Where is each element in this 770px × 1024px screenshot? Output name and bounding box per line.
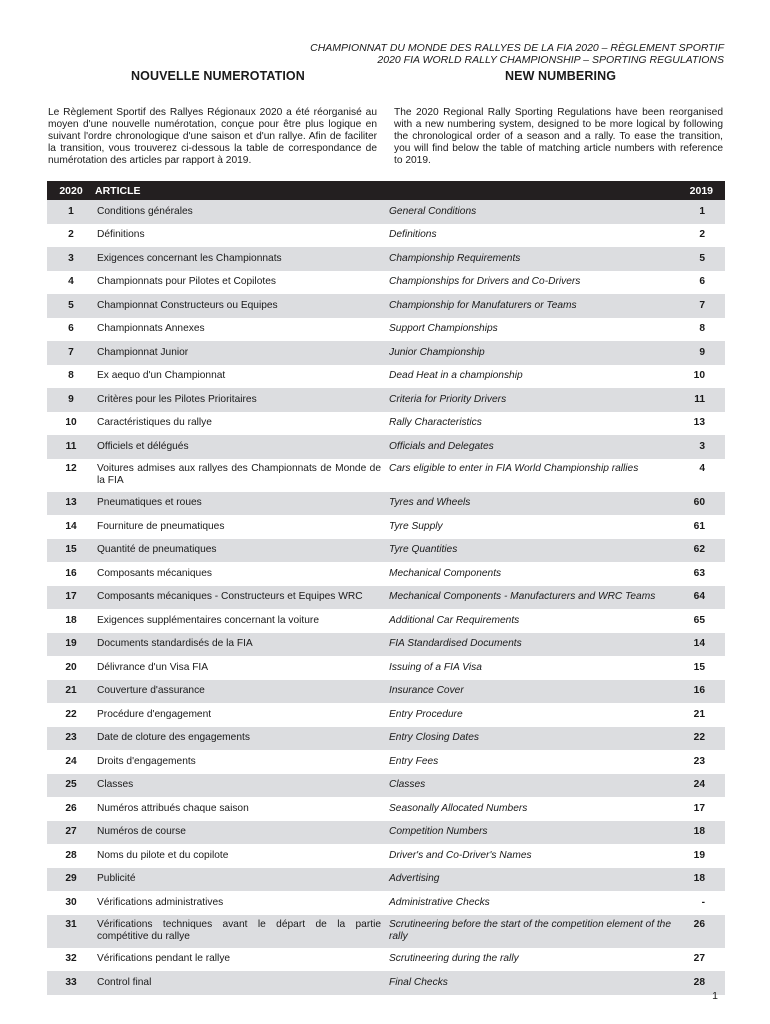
cell-article-en: Rally Characteristics (389, 417, 482, 429)
table-row (47, 294, 725, 318)
cell-2020: 27 (65, 826, 77, 838)
cell-2020: 13 (65, 497, 77, 509)
cell-article-fr: Conditions générales (97, 205, 193, 217)
cell-article-en: Final Checks (389, 976, 448, 988)
cell-2019: 62 (693, 544, 705, 556)
cell-article-en: Championships for Drivers and Co-Drivers (389, 276, 581, 288)
cell-article-en: Seasonally Allocated Numbers (389, 802, 528, 814)
cell-article-fr: Publicité (97, 873, 136, 885)
cell-article-en: Tyre Supply (389, 520, 443, 532)
cell-article-en: Competition Numbers (389, 826, 488, 838)
cell-2020: 31 (65, 918, 77, 930)
cell-article-en: Administrative Checks (389, 896, 490, 908)
header-2019: 2019 (689, 184, 713, 197)
cell-article-fr: Noms du pilote et du copilote (97, 849, 229, 861)
header-title-en: 2020 FIA WORLD RALLY CHAMPIONSHIP – SPORTING REGULATIONS (377, 54, 724, 66)
cell-2020: 22 (65, 708, 77, 720)
cell-2020: 4 (68, 276, 74, 288)
cell-2019: 60 (693, 497, 705, 509)
cell-article-fr: Couverture d'assurance (97, 685, 205, 697)
cell-article-fr: Numéros attribués chaque saison (97, 802, 249, 814)
cell-2020: 23 (65, 732, 77, 744)
cell-article-en: Support Championships (389, 323, 498, 335)
cell-2020: 6 (68, 323, 74, 335)
cell-article-en: Tyres and Wheels (389, 497, 471, 509)
table-row (47, 971, 725, 995)
section-title-fr: NOUVELLE NUMEROTATION (131, 69, 305, 83)
cell-2019: 19 (693, 849, 705, 861)
cell-2020: 8 (68, 370, 74, 382)
cell-article-en: Mechanical Components - Manufacturers and WRC Teams (389, 591, 656, 603)
page-number: 1 (712, 990, 718, 1002)
cell-2019: 61 (693, 520, 705, 532)
cell-article-fr: Quantité de pneumatiques (97, 544, 217, 556)
table-row (47, 868, 725, 892)
cell-2019: 17 (693, 802, 705, 814)
cell-article-fr: Composants mécaniques (97, 567, 212, 579)
cell-2019: 5 (699, 252, 705, 264)
cell-article-en: Scrutineering during the rally (389, 953, 519, 965)
cell-article-en: Driver's and Co-Driver's Names (389, 849, 532, 861)
cell-2019: 16 (693, 685, 705, 697)
cell-article-en: Classes (389, 779, 426, 791)
cell-article-en: Entry Closing Dates (389, 732, 480, 744)
cell-article-fr: Voitures admises aux rallyes des Championnats de Monde de la FIA (97, 462, 381, 486)
cell-article-en: FIA Standardised Documents (389, 638, 522, 650)
cell-article-en: Officials and Delegates (389, 440, 494, 452)
cell-2019: 11 (694, 393, 705, 405)
cell-2019: 64 (693, 591, 705, 603)
table-row (47, 586, 725, 610)
cell-2019: 14 (693, 638, 705, 650)
header-2020: 2020 (59, 184, 83, 197)
cell-2020: 1 (68, 205, 74, 217)
cell-article-fr: Délivrance d'un Visa FIA (97, 661, 209, 673)
table-row (47, 492, 725, 516)
table-header-row (47, 181, 725, 200)
cell-2020: 29 (65, 873, 77, 885)
cell-article-en: Dead Heat in a championship (389, 370, 523, 382)
cell-article-en: Issuing of a FIA Visa (389, 661, 482, 673)
table-row (47, 365, 725, 389)
cell-article-en: Entry Fees (389, 755, 439, 767)
cell-2020: 17 (65, 591, 77, 603)
cell-article-fr: Numéros de course (97, 826, 186, 838)
cell-article-fr: Droits d'engagements (97, 755, 196, 767)
cell-2019: 22 (693, 732, 705, 744)
cell-2020: 12 (65, 462, 77, 474)
cell-article-en: Championship Requirements (389, 252, 521, 264)
table-row (47, 200, 725, 224)
cell-2020: 30 (65, 896, 77, 908)
header-title-fr: CHAMPIONNAT DU MONDE DES RALLYES DE LA FIA 2020 – RÈGLEMENT SPORTIF (310, 42, 724, 54)
cell-2020: 33 (65, 976, 77, 988)
cell-article-en: Definitions (389, 229, 437, 241)
table-row (47, 821, 725, 845)
cell-2020: 20 (65, 661, 77, 673)
table-row (47, 750, 725, 774)
cell-2020: 24 (65, 755, 77, 767)
cell-article-fr: Championnat Constructeurs ou Equipes (97, 299, 278, 311)
cell-2019: 23 (693, 755, 705, 767)
table-row (47, 797, 725, 821)
cell-article-en: Insurance Cover (389, 685, 464, 697)
table-row (47, 318, 725, 342)
cell-article-fr: Critères pour les Pilotes Prioritaires (97, 393, 257, 405)
cell-article-en: Additional Car Requirements (389, 614, 520, 626)
cell-article-fr: Vérifications pendant le rallye (97, 953, 231, 965)
table-row (47, 844, 725, 868)
cell-article-fr: Championnats Annexes (97, 323, 205, 335)
cell-2020: 16 (65, 567, 77, 579)
cell-2020: 2 (68, 229, 74, 241)
cell-2019: 7 (699, 299, 705, 311)
cell-article-fr: Championnats pour Pilotes et Copilotes (97, 276, 276, 288)
cell-2020: 15 (65, 544, 77, 556)
cell-2020: 21 (65, 685, 77, 697)
cell-article-en: Criteria for Priority Drivers (389, 393, 507, 405)
cell-article-en: Championship for Manufaturers or Teams (389, 299, 577, 311)
cell-article-fr: Caractéristiques du rallye (97, 417, 212, 429)
table-row (47, 562, 725, 586)
cell-article-en: Cars eligible to enter in FIA World Championship rallies (389, 462, 639, 474)
cell-2019: 4 (699, 462, 705, 474)
cell-2020: 28 (65, 849, 77, 861)
table-row (47, 224, 725, 248)
table-row (47, 656, 725, 680)
table-row (47, 271, 725, 295)
table-row (47, 247, 725, 271)
table-row (47, 891, 725, 915)
cell-2019: 9 (699, 346, 705, 358)
section-title-en: NEW NUMBERING (505, 69, 617, 83)
cell-article-fr: Ex aequo d'un Championnat (97, 370, 226, 382)
cell-article-en: Entry Procedure (389, 708, 463, 720)
cell-article-en: Scrutineering before the start of the competition element of the rally (389, 918, 672, 942)
cell-2020: 18 (65, 614, 77, 626)
cell-article-fr: Officiels et délégués (97, 440, 189, 452)
cell-article-fr: Définitions (97, 229, 145, 241)
cell-2019: 8 (699, 323, 705, 335)
cell-2019: 2 (699, 229, 705, 241)
cell-2019: 15 (693, 661, 705, 673)
table-row (47, 703, 725, 727)
table-row (47, 435, 725, 459)
cell-article-fr: Pneumatiques et roues (97, 497, 202, 509)
cell-2020: 19 (65, 638, 77, 650)
cell-2019: 65 (693, 614, 705, 626)
cell-article-en: Tyre Quantities (389, 544, 458, 556)
cell-2020: 9 (68, 393, 74, 405)
cell-2019: 1 (699, 205, 705, 217)
cell-2020: 14 (65, 520, 77, 532)
table-body (47, 200, 725, 995)
table-row (47, 515, 725, 539)
cell-article-en: General Conditions (389, 205, 477, 217)
cell-2019: 26 (693, 918, 705, 930)
cell-article-fr: Vérifications techniques avant le départ de la partie compétitive du rallye (97, 918, 381, 942)
table-row (47, 680, 725, 704)
cell-2020: 3 (68, 252, 74, 264)
table-row (47, 388, 725, 412)
cell-article-fr: Date de cloture des engagements (97, 732, 250, 744)
cell-2019: 24 (693, 779, 705, 791)
cell-2020: 5 (68, 299, 74, 311)
cell-2019: 63 (693, 567, 705, 579)
table-row (47, 948, 725, 972)
cell-2020: 11 (65, 440, 77, 452)
cell-2019: - (701, 896, 705, 908)
cell-2020: 25 (65, 779, 77, 791)
cell-2019: 27 (693, 953, 705, 965)
cell-article-en: Advertising (389, 873, 440, 885)
cell-2019: 6 (699, 276, 705, 288)
table-row (47, 539, 725, 563)
cell-article-fr: Procédure d'engagement (97, 708, 212, 720)
cell-article-en: Mechanical Components (389, 567, 502, 579)
cell-2019: 21 (693, 708, 705, 720)
cell-article-en: Junior Championship (389, 346, 485, 358)
cell-2019: 18 (693, 826, 705, 838)
table-row (47, 915, 725, 948)
table-row (47, 412, 725, 436)
table-row (47, 727, 725, 751)
cell-article-fr: Exigences supplémentaires concernant la voiture (97, 614, 319, 626)
intro-paragraph-fr: Le Règlement Sportif des Rallyes Régionaux 2020 a été réorganisé au moyen d'une nouvelle numérotation, conçue pour être plus logique en suivant l'ordre chronologique d'une saison et d'un rallye. Afin de faciliter la transition, vous trouverez ci-dessous la table de correspondance de numérotation des articles par rapport à 2019. (48, 107, 377, 166)
cell-article-fr: Composants mécaniques - Constructeurs et Equipes WRC (97, 591, 363, 603)
cell-2019: 18 (693, 873, 705, 885)
table-row (47, 609, 725, 633)
table-row (47, 459, 725, 492)
cell-article-fr: Fourniture de pneumatiques (97, 520, 225, 532)
cell-2019: 10 (693, 370, 705, 382)
cell-article-fr: Championnat Junior (97, 346, 189, 358)
cell-article-fr: Exigences concernant les Championnats (97, 252, 282, 264)
cell-2019: 13 (693, 417, 705, 429)
header-article: ARTICLE (95, 184, 141, 197)
cell-2019: 28 (693, 976, 705, 988)
table-row (47, 633, 725, 657)
cell-article-fr: Documents standardisés de la FIA (97, 638, 253, 650)
cell-2020: 32 (65, 953, 77, 965)
cell-2020: 26 (65, 802, 77, 814)
cell-2020: 10 (65, 417, 77, 429)
numbering-table (47, 181, 725, 995)
cell-2020: 7 (68, 346, 74, 358)
table-row (47, 774, 725, 798)
cell-2019: 3 (699, 440, 705, 452)
cell-article-fr: Control final (97, 976, 152, 988)
table-row (47, 341, 725, 365)
cell-article-fr: Classes (97, 779, 134, 791)
intro-paragraph-en: The 2020 Regional Rally Sporting Regulations have been reorganised with a new numbering system, designed to be more logical by following the chronological order of a season and a rally. To ease the transition, you will find below the table of matching article numbers with reference to 2019. (394, 107, 723, 166)
cell-article-fr: Vérifications administratives (97, 896, 224, 908)
